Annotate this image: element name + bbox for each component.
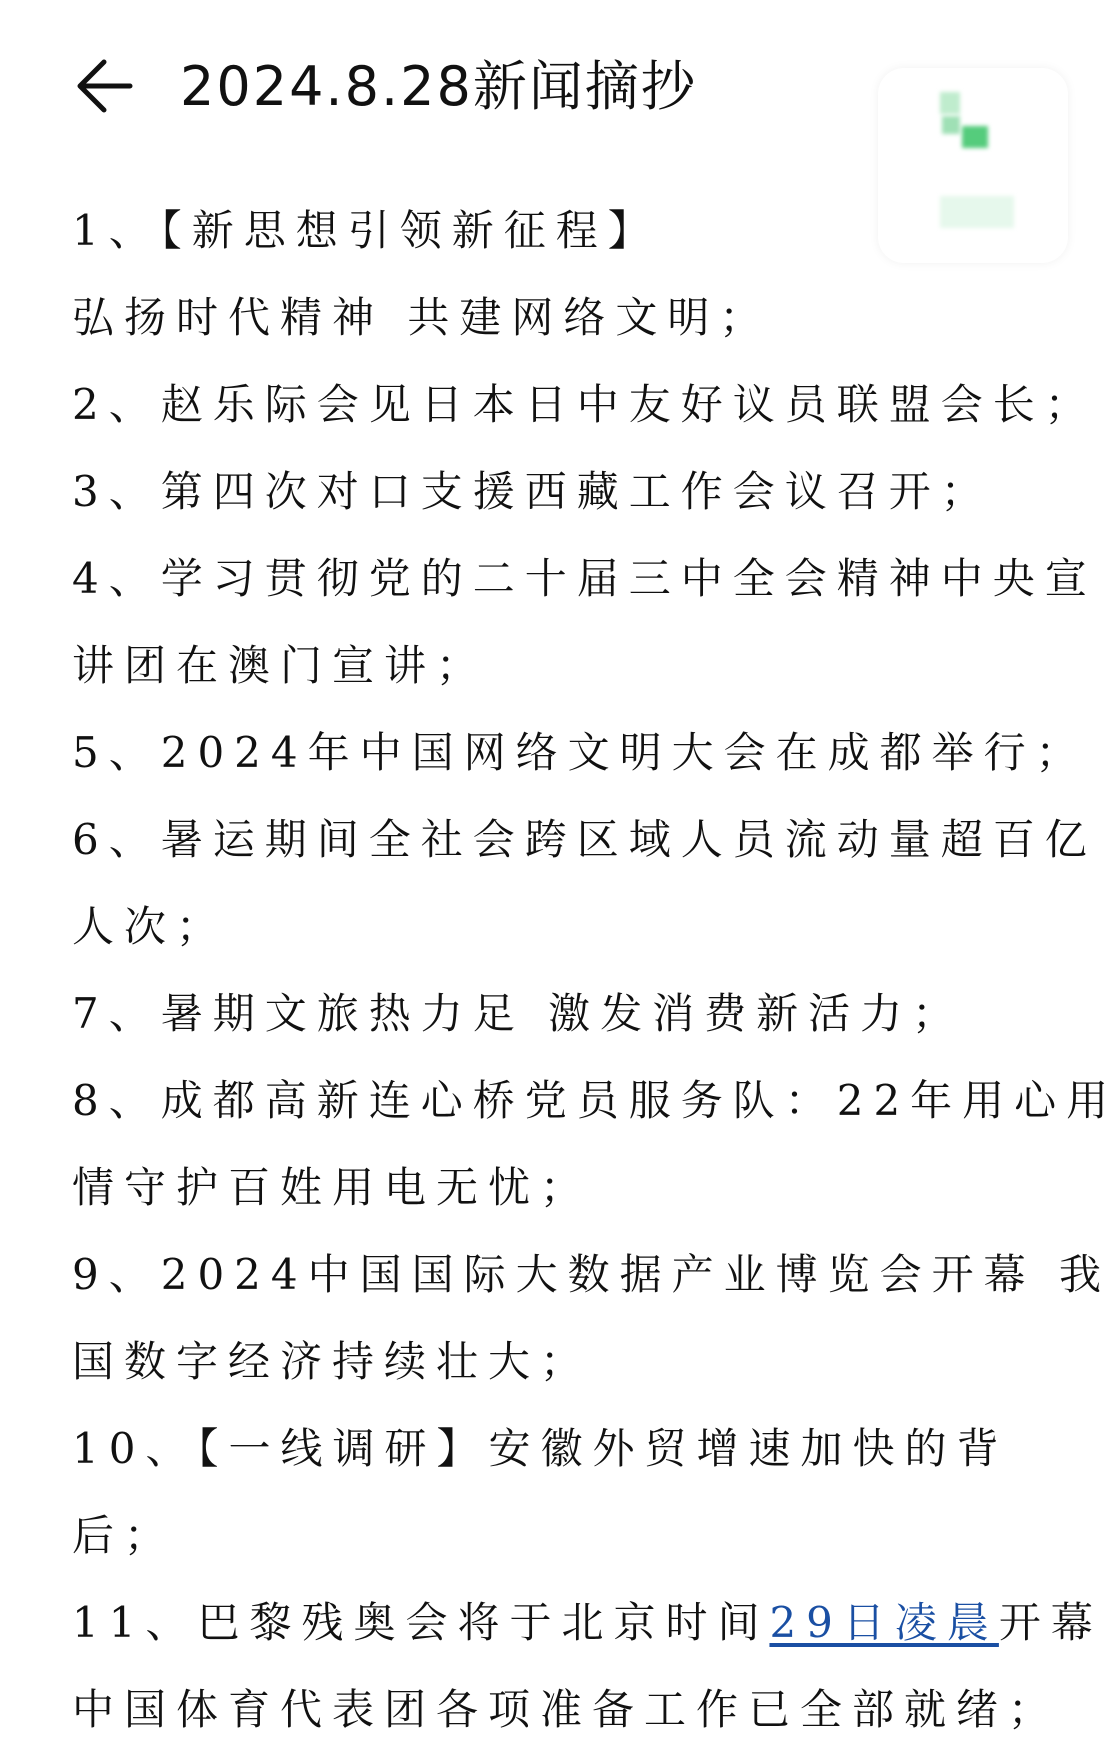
news-line: 3、第四次对口支援西藏工作会议召开； [72, 467, 993, 516]
news-line: 人次； [72, 902, 229, 951]
news-line: 8、成都高新连心桥党员服务队：22年用心用 [72, 1076, 1118, 1125]
news-line: 1、【新思想引领新征程】 [72, 206, 660, 255]
blurred-avatar-piece [940, 92, 960, 114]
news-line: 7、暑期文旅热力足 激发消费新活力； [72, 989, 965, 1038]
news-text: 11、巴黎残奥会将于北京时间 [72, 1598, 770, 1647]
news-line: 4、学习贯彻党的二十届三中全会精神中央宣 [72, 554, 1097, 603]
news-line: 弘扬时代精神 共建网络文明； [72, 293, 772, 342]
news-line: 6、暑运期间全社会跨区域人员流动量超百亿 [72, 815, 1097, 864]
news-line: 情守护百姓用电无忧； [72, 1163, 593, 1212]
news-line [72, 1579, 1103, 1666]
news-line: 中国体育代表团各项准备工作已全部就绪； [72, 1685, 1061, 1734]
news-list [72, 187, 1118, 1753]
news-line: 后； [72, 1511, 177, 1560]
news-line: 10、【一线调研】安徽外贸增速加快的背 [72, 1424, 1009, 1473]
time-link[interactable]: 29日凌晨 [769, 1598, 999, 1647]
news-line: 讲团在澳门宣讲； [72, 641, 489, 690]
news-line: 9、2024中国国际大数据产业博览会开幕 我 [72, 1250, 1111, 1299]
back-button[interactable] [70, 50, 142, 122]
blurred-avatar-piece [942, 116, 960, 134]
news-text: 开幕 [998, 1598, 1103, 1647]
page-title: 2024.8.28新闻摘抄 [180, 55, 697, 118]
blurred-avatar-piece [962, 126, 988, 148]
news-line: 5、2024年中国网络文明大会在成都举行； [72, 728, 1088, 777]
news-line: 国数字经济持续壮大； [72, 1337, 593, 1386]
arrow-left-icon [70, 50, 142, 122]
news-line: 2、赵乐际会见日本日中友好议员联盟会长； [72, 380, 1097, 429]
